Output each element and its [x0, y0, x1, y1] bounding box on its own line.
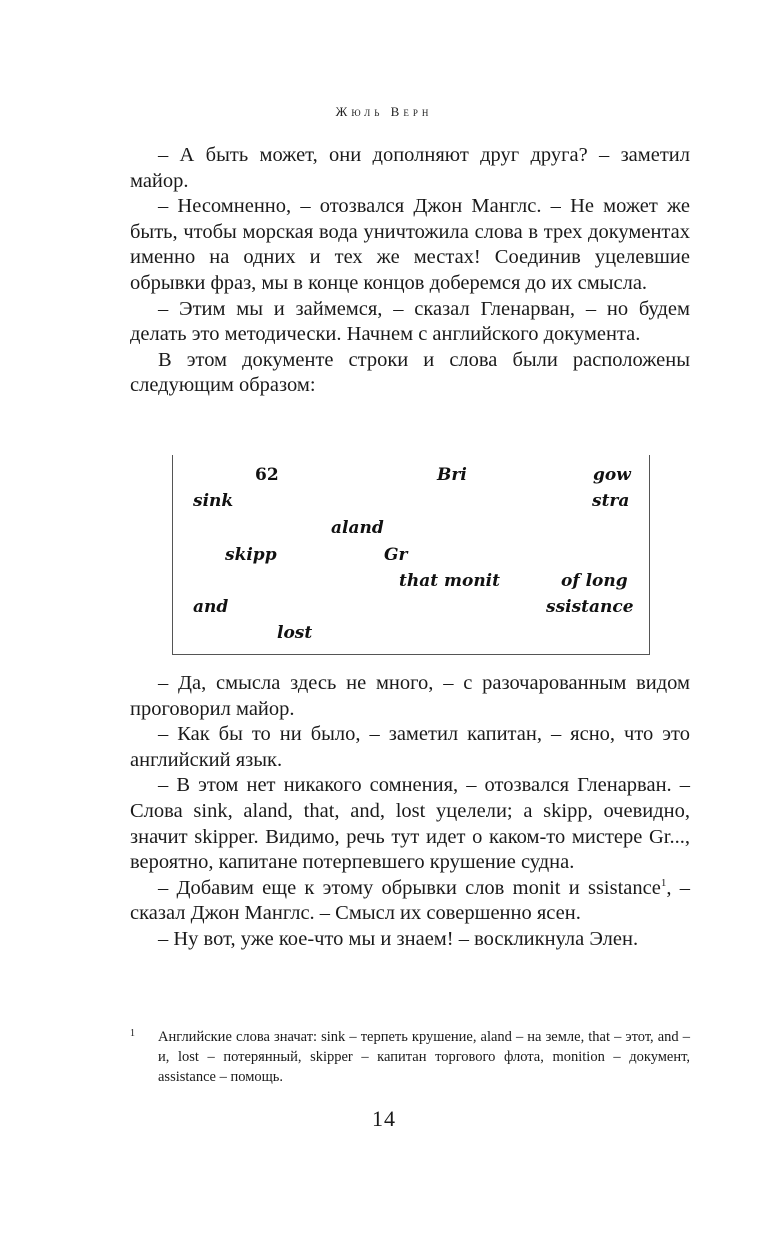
paragraph: – В этом нет никакого сомнения, – отозвался Гленарван. – Слова sink, aland, that, and, lost уцелели; а skipp, очевидно, значит skipper. Видимо, речь тут идет о каком-то мистере Gr..., вероятно, капитане потерпевшего крушение судна. — [130, 774, 690, 874]
body-text-top — [130, 143, 690, 399]
fragment-sink: sink — [193, 491, 234, 511]
paragraph-text: – Добавим еще к этому обрывки слов monit и ssistance — [158, 876, 661, 899]
paragraph: – Как бы то ни было, – заметил капитан, – ясно, что это английский язык. — [130, 723, 690, 771]
paragraph: – Да, смысла здесь не много, – с разочарованным видом проговорил майор. — [130, 672, 690, 720]
paragraph: – А быть может, они дополняют друг друга? – заметил майор. — [130, 144, 690, 192]
fragment-that-monit: that monit — [399, 571, 500, 591]
running-title: Жюль Верн — [335, 104, 433, 119]
paragraph-text: , – сказал Джон Манглс. – Смысл их совершенно ясен. — [130, 876, 691, 925]
footnote — [130, 1027, 690, 1087]
document-fragment-box — [172, 455, 650, 655]
fragment-aland: aland — [331, 518, 384, 538]
fragment-ssistance: ssistance — [546, 597, 634, 617]
fragment-skipp: skipp — [225, 545, 277, 565]
fragment-gow: gow — [593, 465, 631, 485]
footnote-text: Английские слова значат: sink – терпеть крушение, aland – на земле, that – этот, and – и, lost – потерянный, skipper – капитан торгового флота, monition – документ, assistance – помощь. — [158, 1029, 690, 1085]
body-text-bottom — [130, 671, 690, 953]
fragment-bri: Bri — [437, 465, 467, 485]
fragment-of-long: of long — [561, 571, 628, 591]
fragment-and: and — [193, 597, 229, 617]
fragment-lost: lost — [277, 623, 313, 643]
fragment-62: 62 — [255, 465, 279, 485]
paragraph — [130, 876, 690, 927]
page-number: 14 — [372, 1106, 396, 1131]
paragraph: В этом документе строки и слова были расположены следующим образом: — [130, 348, 690, 397]
footnote-reference: 1 — [660, 876, 667, 889]
fragment-stra: stra — [592, 491, 630, 511]
footnote-mark: 1 — [130, 1028, 135, 1039]
paragraph: – Этим мы и займемся, – сказал Гленарван, – но будем делать это методически. Начнем с английского документа. — [130, 297, 690, 346]
paragraph: – Ну вот, уже кое-что мы и знаем! – воскликнула Элен. — [158, 927, 639, 950]
fragment-gr: Gr — [384, 545, 408, 565]
paragraph: – Несомненно, – отозвался Джон Манглс. – Не может же быть, чтобы морская вода уничтожила слова в трех документах именно на одних и тех же местах! Соединив уцелевшие обрывки фраз, мы в конце концов доберемся до их смысла. — [130, 195, 690, 294]
